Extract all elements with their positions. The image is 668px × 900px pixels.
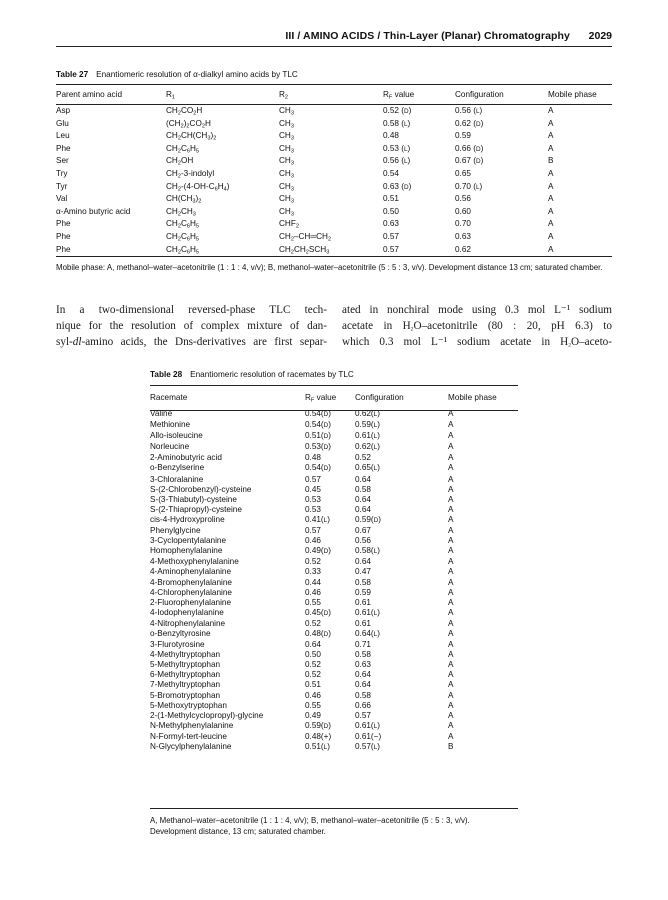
table-cell: 0.54(D) [305, 420, 332, 430]
table-row [150, 742, 518, 753]
table-cell: 0.52 [355, 453, 371, 463]
table-cell: 0.61(L) [355, 431, 380, 441]
body-left-line: In a two-dimensional reversed-phase TLC tech- [56, 304, 327, 316]
table-cell: 0.59(D) [305, 720, 332, 730]
table-row [150, 505, 518, 515]
table-cell: 0.53 [305, 494, 321, 504]
table-cell: 0.56 (L) [455, 106, 483, 115]
table-cell: o-Benzylserine [150, 463, 205, 473]
table-cell: 0.65 [455, 168, 471, 178]
table-cell: A [448, 628, 454, 638]
table-cell: 0.62 (D) [455, 118, 484, 128]
table-cell: A [548, 231, 554, 241]
table-cell: B [548, 156, 554, 166]
table-row [56, 232, 612, 245]
table-cell: A [448, 546, 454, 556]
table-cell: $CH_2-3$-indolyl [166, 168, 215, 180]
table-row [150, 431, 518, 442]
table-cell: 0.71 [355, 640, 371, 650]
table-cell: A [448, 720, 454, 730]
table-cell: $(CH_2)_2CO_2H$ [166, 118, 211, 130]
col-parent-amino-acid: Parent amino acid [56, 90, 122, 99]
table-row [150, 515, 518, 526]
table-row [150, 463, 518, 474]
table-cell: 2-(1-Methylcyclopropyl)-glycine [150, 710, 264, 720]
table-cell: 0.58 [355, 577, 371, 587]
table-cell: 0.64(L) [355, 628, 380, 638]
table28-top-rule [150, 385, 518, 386]
table-cell: $CH_3$ [279, 156, 294, 167]
table-cell: 0.59 [355, 587, 371, 597]
table-cell: Ser [56, 156, 69, 166]
table-cell: $CH_2CH(CH_3)_2$ [166, 131, 217, 142]
table-cell: 0.46 [305, 690, 321, 700]
table-row [56, 106, 612, 119]
body-left-column [56, 302, 327, 350]
table-cell: 0.51 [305, 680, 321, 690]
table-cell: A [448, 504, 454, 514]
table-cell: 0.49 [305, 710, 321, 720]
table-cell: $CH_3$ [279, 131, 294, 142]
table-cell: Phe [56, 231, 71, 241]
table-cell: Allo-isoleucine [150, 431, 203, 441]
table-cell: 0.48 [305, 453, 321, 463]
table-cell: 3-Cyclopentylalanine [150, 536, 227, 546]
table-cell: 0.56 [355, 536, 371, 546]
table-cell: 0.59(D) [355, 514, 382, 524]
table-cell: $CH_2C_6H_5$ [166, 219, 200, 230]
table-cell: N-Formyl-tert-leucine [150, 731, 227, 741]
table-row [150, 680, 518, 690]
table-cell: A [448, 731, 454, 741]
table-cell: 0.66 (D) [455, 143, 484, 153]
table-cell: 0.61(L) [355, 720, 380, 730]
table-cell: A [548, 168, 554, 178]
table-cell: Leu [56, 131, 70, 141]
table-cell: $CH_2-CH═CH_2$ [279, 231, 332, 243]
table-row [56, 219, 612, 232]
table-cell: 0.48(+) [305, 731, 332, 741]
table-row [150, 546, 518, 557]
table-cell: $CH_2CH_3$ [166, 206, 196, 218]
table-row [150, 640, 518, 650]
table-cell: 0.64 [355, 557, 371, 567]
table-cell: 0.56 [455, 194, 471, 204]
table-cell: 4-Chlorophenylalanine [150, 587, 232, 597]
table-cell: 0.55 [305, 700, 321, 710]
table-cell: A [548, 106, 554, 115]
body-right-line: ated in nonchiral mode using 0.3 mol L⁻¹ sodium [342, 304, 612, 316]
table-cell: 0.61(L) [355, 607, 380, 617]
table-cell: A [448, 597, 454, 607]
table-cell: A [448, 567, 454, 577]
table-cell: A [448, 431, 454, 441]
table-cell: Phe [56, 143, 71, 153]
table-cell: 0.57 [383, 244, 399, 254]
table-cell: 0.64 [305, 640, 321, 650]
table-row [150, 442, 518, 453]
table-cell: A [448, 409, 454, 418]
table-cell: 4-Bromophenylalanine [150, 577, 232, 587]
table-row [150, 475, 518, 485]
table-cell: $CH_2C_6H_5$ [166, 231, 200, 243]
table-row [56, 131, 612, 144]
table-cell: $CH_2CO_2H$ [166, 106, 203, 117]
table-cell: $CH_3$ [279, 194, 294, 205]
table-cell: A [548, 131, 554, 141]
table-cell: 0.41(L) [305, 514, 330, 524]
running-header [56, 30, 612, 46]
table-cell: 2-Fluorophenylalanine [150, 597, 232, 607]
table-cell: 0.54(D) [305, 463, 332, 473]
table-cell: Methionine [150, 420, 191, 430]
table-cell: 0.53(D) [305, 442, 332, 452]
table-cell: 0.62(L) [355, 409, 380, 418]
table-cell: 0.57(L) [355, 742, 380, 751]
table-cell: α-Amino butyric acid [56, 206, 131, 216]
table-row [150, 453, 518, 463]
table-cell: 0.53 [305, 504, 321, 514]
table-row [150, 629, 518, 640]
table-cell: A [448, 577, 454, 587]
table-row [150, 711, 518, 721]
table-cell: 0.58 [355, 650, 371, 660]
table-row [150, 670, 518, 680]
body-right-column [342, 302, 612, 350]
col-rf-value: $R_F$ value [383, 90, 415, 101]
table-cell: 0.62 [455, 244, 471, 254]
table-cell: 0.49(D) [305, 546, 332, 556]
table-cell: $CH_3$ [279, 181, 294, 193]
table27-footnote: Mobile phase: A, methanol–water–acetonitrile (1 : 1 : 4, v/v); B, methanol–water–acetonitrile (5 : 5 : 3, v/v). Development distance 13 cm; saturated chamber. [56, 263, 603, 272]
table-cell: 0.67 [355, 526, 371, 536]
table-row [150, 485, 518, 495]
table-cell: 0.57 [355, 710, 371, 720]
table-cell: A [448, 607, 454, 617]
table-cell: A [548, 194, 554, 204]
table-cell: 0.51(L) [305, 742, 330, 751]
table-cell: A [448, 536, 454, 546]
col-mobile-phase: Mobile phase [548, 90, 597, 99]
col-racemate: Racemate [150, 393, 188, 402]
table-cell: A [448, 526, 454, 536]
table-cell: A [448, 442, 454, 452]
table-cell: 0.44 [305, 577, 321, 587]
body-right-line: which 0.3 mol L⁻¹ sodium acetate in $H_2O-aceto-$ [342, 336, 612, 349]
table-cell: 5-Methoxytryptophan [150, 700, 227, 710]
table-cell: $CH_2CH_2SCH_3$ [279, 244, 330, 256]
table-cell: Try [56, 168, 68, 178]
table-cell: 0.70 (L) [455, 181, 483, 191]
table-cell: A [548, 206, 554, 216]
table-cell: 0.64 [355, 670, 371, 680]
table-cell: 0.54 [383, 168, 399, 178]
table-cell: A [548, 143, 554, 153]
table27-label: Table 27 [56, 70, 89, 79]
table-cell: Asp [56, 106, 71, 115]
table-cell: 3-Flurotyrosine [150, 640, 205, 650]
table-row [150, 420, 518, 431]
table-row [150, 495, 518, 505]
table-cell: 4-Nitrophenylalanine [150, 618, 226, 628]
table-row [56, 182, 612, 195]
table-cell: 0.58 [355, 484, 371, 494]
table28-label: Table 28 [150, 370, 183, 379]
table-row [150, 536, 518, 546]
table-cell: A [548, 244, 554, 254]
table-cell: 6-Methyltryptophan [150, 670, 221, 680]
table-cell: 0.48 [383, 131, 399, 141]
table27-top-rule [56, 84, 612, 85]
table-row [150, 721, 518, 732]
table-row [150, 691, 518, 701]
col-rf-value: $R_F$ value [305, 393, 337, 404]
table-cell: Phe [56, 244, 71, 254]
table-cell: A [448, 660, 454, 670]
table-cell: $CH_3$ [279, 106, 294, 117]
table-cell: Valine [150, 409, 173, 418]
table-cell: A [448, 463, 454, 473]
table-cell: 0.46 [305, 536, 321, 546]
table-cell: A [448, 494, 454, 504]
table-cell: 0.52 [305, 660, 321, 670]
table-cell: 0.63 [383, 219, 399, 229]
table-cell: Norleucine [150, 442, 190, 452]
table-cell: S-(2-Thiapropyl)-cysteine [150, 504, 242, 514]
table-row [150, 650, 518, 660]
table-cell: 0.48(D) [305, 628, 332, 638]
table-row [56, 194, 612, 207]
table-cell: Val [56, 194, 68, 204]
table-cell: 0.63 [355, 660, 371, 670]
table-cell: $CH_3$ [279, 118, 294, 130]
table-cell: A [548, 118, 554, 128]
table-cell: 0.61 [355, 618, 371, 628]
table-cell: 0.63 [455, 231, 471, 241]
table-cell: 4-Methyltryptophan [150, 650, 221, 660]
table-row [150, 619, 518, 629]
running-title: III / AMINO ACIDS / Thin-Layer (Planar) Chromatography [285, 30, 570, 42]
table-cell: 0.58(L) [355, 546, 380, 556]
table28-caption-text: Enantiomeric resolution of racemates by TLC [190, 370, 354, 379]
table-cell: A [448, 710, 454, 720]
table-cell: 0.52 (D) [383, 106, 412, 115]
table28-header-rule [150, 410, 518, 411]
table-row [150, 598, 518, 608]
table-cell: 0.51 [383, 194, 399, 204]
table-row [56, 207, 612, 220]
table27-header-rule [56, 104, 612, 105]
page-number: 2029 [588, 30, 612, 42]
table-cell: 0.45 [305, 484, 321, 494]
table-cell: 0.47 [355, 567, 371, 577]
table-cell: A [448, 514, 454, 524]
col-configuration: Configuration [455, 90, 504, 99]
table-cell: 0.52 [305, 557, 321, 567]
table-cell: A [448, 640, 454, 650]
table-cell: $CH_3$ [279, 168, 294, 180]
table-cell: 0.64 [355, 504, 371, 514]
table27-caption-text: Enantiomeric resolution of α-dialkyl amino acids by TLC [96, 70, 298, 79]
table-cell: 4-Aminophenylalanine [150, 567, 232, 577]
table-cell: 0.58 [355, 690, 371, 700]
table-cell: A [448, 700, 454, 710]
table-row [150, 567, 518, 577]
table-row [150, 660, 518, 670]
table-cell: $CH_2C_6H_5$ [166, 244, 200, 256]
table-cell: A [448, 690, 454, 700]
table27-bottom-rule [56, 256, 612, 257]
table-cell: A [548, 181, 554, 191]
table-cell: 4-Iodophenylalanine [150, 607, 224, 617]
table-cell: 0.65(L) [355, 463, 380, 473]
table-cell: 0.53 (L) [383, 143, 411, 153]
table-row [150, 526, 518, 536]
table-cell: 0.61 [355, 597, 371, 607]
table-cell: A [448, 670, 454, 680]
table-cell: 5-Bromotryptophan [150, 690, 221, 700]
table-cell: Homophenylalanine [150, 546, 223, 556]
table-cell: 0.58 (L) [383, 118, 411, 128]
table-cell: 0.63 (D) [383, 181, 412, 191]
col-r1: $R_1$ [166, 90, 176, 101]
table-cell: A [448, 650, 454, 660]
table-cell: Phe [56, 219, 71, 229]
header-rule [56, 46, 612, 47]
table-cell: 0.67 (D) [455, 156, 484, 166]
table-row [150, 732, 518, 742]
col-configuration: Configuration [355, 393, 404, 402]
table-cell: A [448, 484, 454, 494]
col-mobile-phase: Mobile phase [448, 393, 497, 402]
table-cell: Glu [56, 118, 69, 128]
table-cell: 0.54(D) [305, 409, 332, 418]
table-cell: 0.70 [455, 219, 471, 229]
table-cell: A [448, 587, 454, 597]
table-cell: 0.64 [355, 680, 371, 690]
table-cell: $CH_2OH$ [166, 156, 194, 167]
table-cell: 0.52 [305, 670, 321, 680]
table-cell: A [448, 453, 454, 463]
table-cell: Tyr [56, 181, 68, 191]
table-row [150, 588, 518, 598]
table-cell: 2-Aminobutyric acid [150, 453, 222, 463]
table-cell: N-Methylphenylalanine [150, 720, 234, 730]
table-cell: $CH(CH_3)_2$ [166, 194, 202, 205]
table-row [56, 169, 612, 182]
table-cell: B [448, 742, 454, 751]
body-left-line: nique for the resolution of complex mixture of dan- [56, 320, 327, 332]
table27-caption [56, 70, 298, 79]
table-cell: A [448, 474, 454, 484]
table-cell: 0.57 [305, 526, 321, 536]
table-cell: A [448, 680, 454, 690]
table-cell: S-(2-Chlorobenzyl)-cysteine [150, 484, 252, 494]
table-cell: S-(3-Thiabutyl)-cysteine [150, 494, 237, 504]
table-cell: $CH_2-(4-OH-C_6H_4)$ [166, 181, 230, 193]
table27 [56, 90, 612, 257]
table-cell: 0.64 [355, 494, 371, 504]
table-cell: A [448, 618, 454, 628]
body-right-line: acetate in $H_2O$–acetonitrile (80 : 20, pH 6.3) to [342, 320, 612, 333]
table-row [150, 578, 518, 588]
table-cell: 0.51(D) [305, 431, 332, 441]
table28-bottom-rule [150, 808, 518, 809]
table-cell: 0.50 [305, 650, 321, 660]
table-cell: A [548, 219, 554, 229]
table-cell: 0.57 [383, 231, 399, 241]
table-cell: Phenylglycine [150, 526, 201, 536]
table-cell: $CH_3$ [279, 206, 294, 218]
table-cell: 0.56 (L) [383, 156, 411, 166]
table-row [150, 557, 518, 567]
table-cell: 0.45(D) [305, 607, 332, 617]
table28-caption [150, 370, 354, 379]
table-cell: $CH_2C_6H_5$ [166, 143, 200, 155]
table-cell: 0.57 [305, 474, 321, 484]
table-cell: N-Glycylphenylalanine [150, 742, 232, 751]
table-cell: 0.46 [305, 587, 321, 597]
table-cell: 4-Methoxyphenylalanine [150, 557, 239, 567]
table28 [150, 393, 518, 753]
table-cell: 0.55 [305, 597, 321, 607]
table-cell: $CH_3$ [279, 143, 294, 155]
table-cell: $CHF_2$ [279, 219, 299, 230]
table-row [150, 701, 518, 711]
table-cell: 0.50 [383, 206, 399, 216]
table-cell: o-Benzyltyrosine [150, 628, 211, 638]
body-left-line: syl-dl-amino acids, the Dns-derivatives are first separ- [56, 336, 327, 348]
col-r2: $R_2$ [279, 90, 289, 101]
table-cell: 3-Chloralanine [150, 474, 204, 484]
table28-footnote: A, Methanol–water–acetonitrile (1 : 1 : 4, v/v); B, methanol–water–acetonitrile (5 : 5 : 3, v/v). Development distance, 13 cm; saturated chamber. [150, 816, 470, 836]
table-cell: A [448, 420, 454, 430]
table-row [56, 156, 612, 169]
table-cell: A [448, 557, 454, 567]
table-cell: 0.59 [455, 131, 471, 141]
table-cell: 0.66 [355, 700, 371, 710]
table-cell: cis-4-Hydroxyproline [150, 514, 225, 524]
table-cell: 5-Methyltryptophan [150, 660, 221, 670]
table28-header-row [150, 393, 518, 409]
table-cell: 0.52 [305, 618, 321, 628]
table-cell: 0.33 [305, 567, 321, 577]
table-row [56, 119, 612, 132]
table-cell: 7-Methyltryptophan [150, 680, 221, 690]
table-cell: 0.61(−) [355, 731, 382, 741]
table-row [150, 608, 518, 619]
table-cell: 0.60 [455, 206, 471, 216]
table-cell: 0.59(L) [355, 420, 380, 430]
table-cell: 0.64 [355, 474, 371, 484]
table-row [56, 144, 612, 157]
table-cell: 0.62(L) [355, 442, 380, 452]
